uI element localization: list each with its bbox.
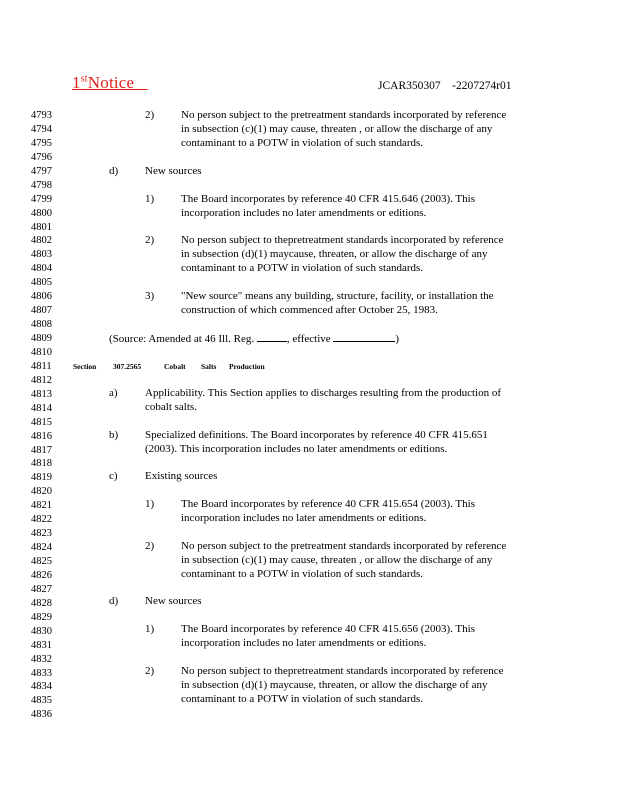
line-number: 4801 [31, 221, 52, 233]
section-number: 307.2565 [113, 362, 142, 371]
text-line: No person subject to the pretreatment standards incorporated by reference [181, 109, 507, 121]
line-number: 4824 [31, 542, 52, 554]
paragraph [181, 109, 506, 151]
line-number: 4809 [31, 333, 52, 344]
source-text: ) [395, 333, 400, 345]
text-line: Applicability. This Section applies to discharges resulting from the production of [145, 387, 502, 399]
line-number: 4811 [31, 360, 52, 372]
subsection-label: d) [109, 595, 119, 607]
source-note [109, 331, 399, 347]
line-number: 4794 [31, 123, 52, 135]
item-number: 1) [145, 498, 155, 510]
section-title-word: Cobalt [164, 362, 186, 371]
line-number: 4813 [31, 388, 52, 400]
text-line: contaminant to a POTW in violation of such standards. [181, 261, 424, 274]
line-number: 4822 [31, 514, 52, 526]
line-number: 4803 [31, 249, 52, 261]
line-number: 4797 [31, 165, 52, 177]
text-line: No person subject to thepretreatment standards incorporated by reference [181, 665, 504, 677]
line-number: 4820 [31, 486, 52, 498]
line-number: 4815 [31, 416, 52, 428]
paragraph [181, 540, 506, 582]
section-label: Section [73, 362, 97, 371]
section-title-word: Salts [201, 362, 217, 371]
text-line: in subsection (d)(1) maycause, threaten, or allow the discharge of any [181, 678, 488, 691]
effective-blank [333, 331, 395, 342]
line-number: 4793 [31, 110, 52, 121]
text-line: contaminant to a POTW in violation of such standards. [181, 567, 424, 580]
notice-number: 1 [72, 73, 81, 92]
text-line: incorporation includes no later amendments or editions. [181, 511, 427, 524]
line-number: 4795 [31, 137, 52, 149]
line-number: 4819 [31, 472, 52, 484]
notice-heading [72, 73, 148, 93]
text-line: Specialized definitions. The Board incorporates by reference 40 CFR 415.651 [145, 429, 488, 441]
text-line: cobalt salts. [145, 400, 197, 413]
line-number: 4827 [31, 583, 52, 595]
section-title-word: Production [229, 362, 265, 371]
item-number: 2) [145, 665, 155, 677]
line-number: 4802 [31, 235, 52, 247]
subsection-title: New sources [145, 165, 202, 177]
text-line: construction of which commenced after October 25, 1983. [181, 303, 438, 316]
line-number: 4804 [31, 263, 52, 275]
subsection-label: d) [109, 165, 119, 177]
line-number: 4825 [31, 556, 52, 567]
item-number: 2) [145, 234, 155, 246]
line-number: 4818 [31, 458, 52, 470]
paragraph [181, 498, 475, 526]
text-line: incorporation includes no later amendments or editions. [181, 206, 427, 219]
line-number: 4796 [31, 151, 52, 163]
notice-superscript: st [80, 73, 88, 85]
text-line: No person subject to the pretreatment standards incorporated by reference [181, 540, 507, 552]
notice-label: Notice [87, 73, 135, 92]
line-number: 4798 [31, 179, 52, 191]
line-number: 4835 [31, 695, 52, 707]
line-number: 4814 [31, 402, 52, 414]
line-number: 4836 [31, 709, 52, 721]
line-number: 4805 [31, 277, 52, 289]
line-number: 4817 [31, 444, 52, 456]
line-number: 4799 [31, 193, 52, 205]
text-line: incorporation includes no later amendments or editions. [181, 636, 427, 649]
item-number: 1) [145, 623, 155, 635]
subsection-label: b) [109, 429, 119, 441]
text-line: (2003). This incorporation includes no later amendments or editions. [145, 442, 448, 455]
text-line: The Board incorporates by reference 40 CFR 415.646 (2003). This [181, 193, 475, 205]
text-line: "New source" means any building, structure, facility, or installation the [181, 290, 494, 302]
line-number: 4832 [31, 653, 52, 665]
line-number: 4830 [31, 625, 52, 637]
paragraph [181, 665, 504, 707]
line-number: 4806 [31, 291, 52, 303]
line-number-gutter [31, 109, 52, 722]
item-number: 2) [145, 540, 155, 552]
subsection-title: New sources [145, 595, 202, 607]
text-line: The Board incorporates by reference 40 CFR 415.654 (2003). This [181, 498, 475, 510]
paragraph [145, 387, 501, 415]
subsection-title: Existing sources [145, 470, 218, 482]
line-number: 4821 [31, 500, 52, 512]
document-code: JCAR350307 -2207274r01 [378, 80, 512, 92]
text-line: The Board incorporates by reference 40 CFR 415.656 (2003). This [181, 623, 475, 635]
subsection-label: a) [109, 387, 118, 399]
paragraph [181, 193, 475, 221]
line-number: 4829 [31, 611, 52, 623]
line-number: 4807 [31, 305, 52, 317]
paragraph [181, 290, 494, 318]
item-number: 3) [145, 290, 155, 302]
source-text: (Source: Amended at 46 Ill. Reg. [109, 333, 255, 345]
line-number: 4828 [31, 597, 52, 609]
line-number: 4810 [31, 346, 52, 358]
text-line: contaminant to a POTW in violation of such standards. [181, 136, 424, 149]
text-line: contaminant to a POTW in violation of such standards. [181, 692, 424, 705]
line-number: 4816 [31, 430, 52, 442]
paragraph [145, 429, 488, 457]
item-number: 1) [145, 193, 155, 205]
line-number: 4812 [31, 374, 52, 386]
paragraph [181, 623, 475, 651]
subsection-label: c) [109, 470, 118, 482]
line-number: 4808 [31, 319, 52, 331]
line-number: 4826 [31, 569, 52, 581]
line-number: 4834 [31, 681, 52, 693]
paragraph [181, 234, 504, 276]
source-text: , effective [286, 333, 331, 345]
item-number: 2) [145, 109, 155, 121]
line-number: 4831 [31, 639, 52, 651]
line-number: 4823 [31, 528, 52, 540]
text-line: in subsection (c)(1) may cause, threaten , or allow the discharge of any [181, 122, 493, 135]
line-number: 4800 [31, 207, 52, 219]
text-line: No person subject to thepretreatment standards incorporated by reference [181, 234, 504, 246]
text-line: in subsection (c)(1) may cause, threaten , or allow the discharge of any [181, 553, 493, 566]
text-line: in subsection (d)(1) maycause, threaten, or allow the discharge of any [181, 247, 488, 260]
reg-blank [257, 331, 287, 342]
line-number: 4833 [31, 667, 52, 679]
